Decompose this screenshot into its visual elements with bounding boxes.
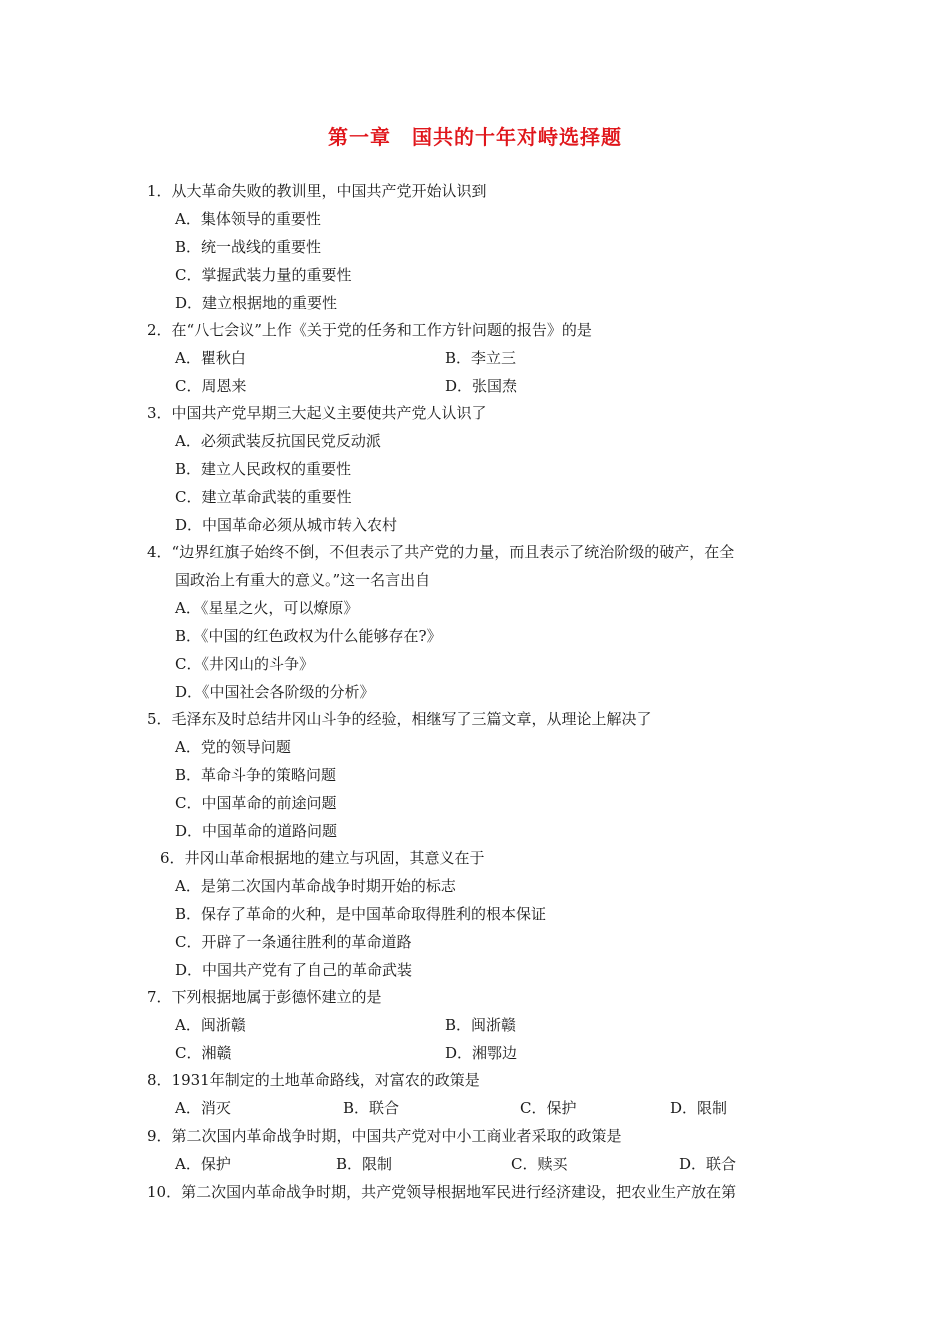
question-7-stem: 7．下列根据地属于彭德怀建立的是 xyxy=(147,988,382,1006)
question-3-stem: 3．中国共产党早期三大起义主要使共产党人认识了 xyxy=(147,404,487,422)
question-9-stem: 9．第二次国内革命战争时期，中国共产党对中小工商业者采取的政策是 xyxy=(147,1127,622,1145)
question-6-stem: 6．井冈山革命根据地的建立与巩固，其意义在于 xyxy=(160,849,485,867)
question-6-option-c: C．开辟了一条通往胜利的革命道路 xyxy=(175,933,412,951)
question-5-option-a: A．党的领导问题 xyxy=(175,738,291,756)
question-6-option-a: A．是第二次国内革命战争时期开始的标志 xyxy=(175,877,456,895)
question-2-stem: 2．在“八七会议”上作《关于党的任务和工作方针问题的报告》的是 xyxy=(147,321,592,339)
question-8-option-c: C．保护 xyxy=(520,1099,577,1117)
question-1-option-d: D．建立根据地的重要性 xyxy=(175,294,338,312)
question-8-option-b: B．联合 xyxy=(343,1099,400,1117)
question-8-option-d: D．限制 xyxy=(670,1099,728,1117)
question-1-option-a: A．集体领导的重要性 xyxy=(175,210,321,228)
question-6-option-b: B．保存了革命的火种，是中国革命取得胜利的根本保证 xyxy=(175,905,547,923)
question-8-option-a: A．消灭 xyxy=(175,1099,231,1117)
question-3-option-b: B．建立人民政权的重要性 xyxy=(175,460,352,478)
question-9-option-b: B．限制 xyxy=(336,1155,393,1173)
question-2-option-a: A．瞿秋白 xyxy=(175,349,246,367)
question-3-option-c: C．建立革命武装的重要性 xyxy=(175,488,352,506)
question-1-option-b: B．统一战线的重要性 xyxy=(175,238,322,256)
question-9-option-c: C．赎买 xyxy=(511,1155,568,1173)
question-5-option-d: D．中国革命的道路问题 xyxy=(175,822,338,840)
question-4-stem: 4．“边界红旗子始终不倒，不但表示了共产党的力量，而且表示了统治阶级的破产，在全 xyxy=(147,543,735,561)
question-2-option-b: B．李立三 xyxy=(445,349,517,367)
question-4-option-a: A．《星星之火，可以燎原》 xyxy=(175,599,359,617)
question-5-option-b: B．革命斗争的策略问题 xyxy=(175,766,337,784)
question-7-option-b: B．闽浙赣 xyxy=(445,1016,517,1034)
question-5-stem: 5．毛泽东及时总结井冈山斗争的经验，相继写了三篇文章，从理论上解决了 xyxy=(147,710,652,728)
question-1-stem: 1．从大革命失败的教训里，中国共产党开始认识到 xyxy=(147,182,487,200)
question-3-option-a: A．必须武装反抗国民党反动派 xyxy=(175,432,381,450)
question-6-option-d: D．中国共产党有了自己的革命武装 xyxy=(175,961,413,979)
question-2-option-c: C．周恩来 xyxy=(175,377,247,395)
question-7-option-c: C．湘赣 xyxy=(175,1044,232,1062)
question-5-option-c: C．中国革命的前途问题 xyxy=(175,794,337,812)
question-8-stem: 8．1931年制定的土地革命路线，对富农的政策是 xyxy=(147,1071,480,1089)
question-9-option-a: A．保护 xyxy=(175,1155,231,1173)
question-9-option-d: D．联合 xyxy=(679,1155,737,1173)
question-4-option-c: C．《井冈山的斗争》 xyxy=(175,655,314,673)
document-title: 第一章 国共的十年对峙选择题 xyxy=(328,125,622,149)
question-10-stem: 10．第二次国内革命战争时期，共产党领导根据地军民进行经济建设，把农业生产放在第 xyxy=(147,1183,737,1201)
question-4-option-d: D．《中国社会各阶级的分析》 xyxy=(175,683,375,701)
question-7-option-d: D．湘鄂边 xyxy=(445,1044,518,1062)
question-4-stem-continued: 国政治上有重大的意义。”这一名言出自 xyxy=(175,571,431,589)
question-4-option-b: B．《中国的红色政权为什么能够存在?》 xyxy=(175,627,442,645)
question-2-option-d: D．张国焘 xyxy=(445,377,518,395)
question-7-option-a: A．闽浙赣 xyxy=(175,1016,246,1034)
question-1-option-c: C．掌握武装力量的重要性 xyxy=(175,266,352,284)
question-3-option-d: D．中国革命必须从城市转入农村 xyxy=(175,516,398,534)
